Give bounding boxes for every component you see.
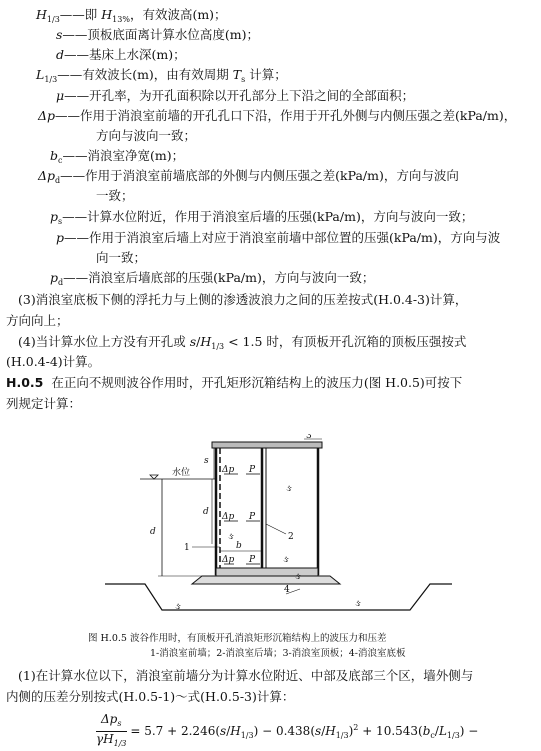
def-dp-cont: 方向与波向一致； [96,128,197,143]
svg-text:ઙ: ઙ [283,555,289,565]
def-h13: $H_{1/3}——$即 $H_{13\%}$，有效波高(m)； [36,7,227,24]
section-h05-cont: 列规定计算： [6,396,82,411]
para5-line2: 内侧的压差分别按式(H.0.5-1)～式(H.0.5-3)计算： [6,689,295,704]
svg-text:ઙ: ઙ [355,599,361,609]
label-pd: P [249,555,256,565]
label-4: 4 [284,585,290,595]
def-mu: μ——开孔率，为开孔面积除以开孔部分上下沿之间的全部面积； [56,88,415,103]
para3-line1: (3)消浪室底板下侧的浮托力与上侧的渗透波浪力之间的压差按式(H.0.4-3)计算， [18,292,468,307]
def-bc: $b_c——$消浪室净宽(m)； [50,148,185,165]
para3-line2: 方向向上； [6,313,69,328]
def-d: d——基床上水深(m)； [56,47,186,62]
label-ps: P [249,465,256,475]
def-dpd: $\Delta p_d——$作用于消浪室前墙底部的外侧与内侧压强之差(kPa/m)，方向与波向 [38,168,459,185]
para4-line2: (H.0.4-4)计算。 [6,354,101,369]
def-dp: Δp——作用于消浪室前墙的开孔孔口下沿，作用于开孔外侧与内侧压强之差(kPa/m)， [38,108,517,123]
para5-line1: (1)在计算水位以下，消浪室前墙分为计算水位附近、中部及底部三个区，墙外侧与 [18,668,474,683]
figure-legend: 1-消浪室前墙；2-消浪室后墙；3-消浪室顶板；4-消浪室底板 [150,648,406,659]
label-d1: d [203,507,209,517]
def-l13: $L_{1/3}——$有效波长(m)，由有效周期 $T_s$ 计算； [36,67,287,84]
caisson-diagram [100,434,460,624]
label-p: P [249,512,256,522]
svg-text:ઙ: ઙ [175,602,181,612]
def-p-cont: 向一致； [96,250,147,265]
formula-h051: $\Delta p_s$ $\gamma H_{1/3}$ = $5.7 + 2.246(s/H_{1/3}) - 0.438(s/H_{1/3})^2 + 10.543(b_c/L_{1/3})$ − [96,712,479,748]
label-dpd: Δp [222,555,235,565]
label-d: d [150,527,156,537]
label-1: 1 [184,543,190,553]
label-2: 2 [288,532,294,542]
label-3: 3 [306,434,312,441]
label-water: 水位 [172,468,191,478]
label-dps: Δp [222,465,235,475]
svg-text:ઙ: ઙ [295,572,301,582]
figure-h05 [100,434,460,624]
def-p: p——作用于消浪室后墙上对应于消浪室前墙中部位置的压强(kPa/m)，方向与波 [56,230,501,245]
para4-line1: (4)当计算水位上方没有开孔或 $s/H_{1/3} < 1.5$ 时，有顶板开孔沉箱的顶板压强按式 [18,334,467,351]
def-pd: $p_d——$消浪室后墙底部的压强(kPa/m)，方向与波向一致； [50,270,375,287]
label-s: s [204,456,209,466]
section-h05: H.0.5 在正向不规则波谷作用时，开孔矩形沉箱结构上的波压力(图 H.0.5)可按下 [6,375,463,390]
figure-caption: 图 H.0.5 波谷作用时，有顶板开孔消浪矩形沉箱结构上的波压力和压差 [88,633,387,644]
svg-text:ઙ: ઙ [286,484,292,494]
def-s: s——顶板底面离计算水位高度(m)； [56,27,260,42]
svg-text:ઙ: ઙ [228,532,234,542]
def-ps: $p_s——$计算水位附近，作用于消浪室后墙的压强(kPa/m)，方向与波向一致； [50,209,474,226]
label-bc: b [236,541,242,551]
label-dp: Δp [222,512,235,522]
def-dpd-cont: 一致； [96,188,134,203]
